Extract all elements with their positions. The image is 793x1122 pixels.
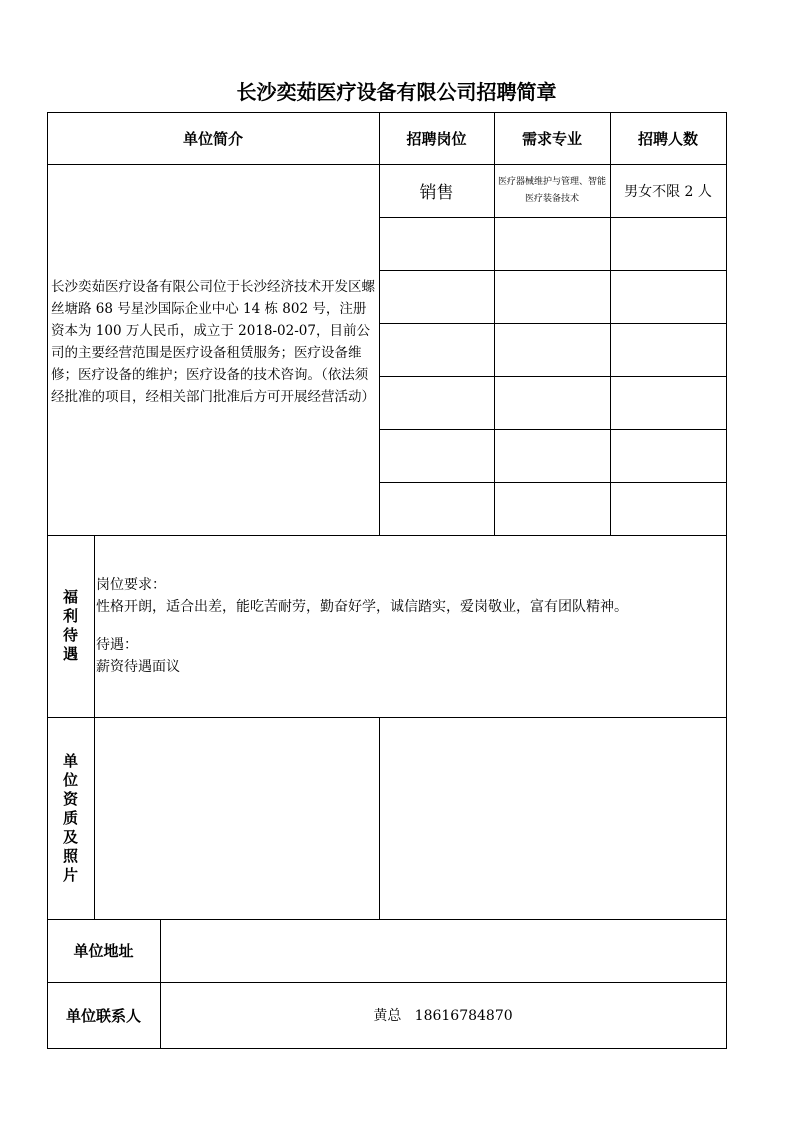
header-intro: 单位简介 <box>182 129 243 148</box>
header-position: 招聘岗位 <box>406 129 467 148</box>
row-line <box>379 323 727 324</box>
qualification-label-cell <box>47 717 94 919</box>
contact-label: 单位联系人 <box>65 1006 141 1025</box>
welfare-label: 福利待遇 <box>62 588 78 663</box>
contact-value: 黄总 18616784870 <box>373 1008 513 1024</box>
row-line <box>379 429 727 430</box>
job-count: 男女不限 2 人 <box>624 183 712 200</box>
photo-slot-left <box>95 718 379 919</box>
table-border-right <box>726 112 727 1049</box>
header-major: 需求专业 <box>521 129 582 148</box>
job-major: 医疗器械维护与管理、智能医疗装备技术 <box>497 177 606 204</box>
pay-title: 待遇： <box>96 637 138 653</box>
address-label: 单位地址 <box>73 942 134 960</box>
qualification-label: 单位资质及照片 <box>62 751 78 884</box>
pay-text: 薪资待遇面议 <box>96 659 180 675</box>
row-line <box>379 270 727 271</box>
job-position: 销售 <box>419 183 454 203</box>
table-border-bottom <box>47 1048 727 1049</box>
company-intro: 长沙奕茹医疗设备有限公司位于长沙经济技术开发区螺丝塘路 68 号星沙国际企业中心 14 栋 802 号，注册资本为 100 万人民币，成立于 2018-02-07，目前公司的主要经营范围是医疗设备租赁服务；医疗设备维修；医疗设备的维护；医疗设备的技术咨询。（依法须经批准的项目，经相关部门批准后方可开展经营活动） <box>51 279 375 405</box>
header-count: 招聘人数 <box>637 129 698 148</box>
row-line <box>379 482 727 483</box>
row-line <box>379 376 727 377</box>
welfare-label-cell <box>47 535 94 717</box>
section-divider <box>47 535 727 536</box>
requirement-text: 性格开朗，适合出差，能吃苦耐劳，勤奋好学，诚信踏实，爱岗敬业，富有团队精神。 <box>96 599 628 615</box>
welfare-content <box>96 574 724 678</box>
photo-slot-right <box>380 718 726 919</box>
requirement-title: 岗位要求： <box>96 577 166 593</box>
address-value <box>160 919 726 982</box>
row-line <box>379 217 727 218</box>
page-title: 长沙奕茹医疗设备有限公司招聘简章 <box>236 80 557 104</box>
